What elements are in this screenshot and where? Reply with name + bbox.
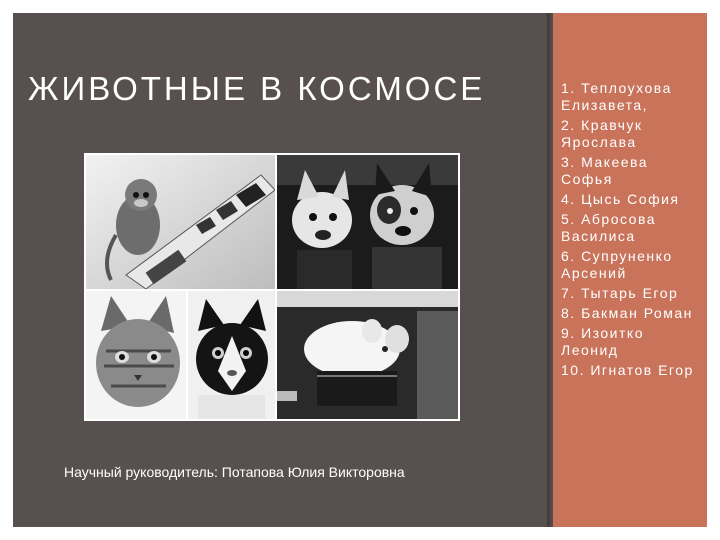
authors-list xyxy=(561,80,705,382)
monkey-with-rocket-photo xyxy=(86,155,275,289)
author-item: 3. Макеева Софья xyxy=(561,154,649,187)
author-item: 9. Изоитко Леонид xyxy=(561,325,644,358)
page-title: ЖИВОТНЫЕ В КОСМОСЕ xyxy=(28,70,486,107)
author-item: 4. Цысь София xyxy=(561,191,680,207)
author-item: 5. Абросова Василиса xyxy=(561,211,657,244)
space-dogs-photo xyxy=(277,155,458,289)
author-item: 1. Теплоухова Елизавета, xyxy=(561,80,672,113)
author-item: 6. Супруненко Арсений xyxy=(561,248,673,281)
black-white-cat-photo xyxy=(188,291,275,419)
photo-collage xyxy=(84,153,460,421)
supervisor-label: Научный руководитель: Потапова Юлия Викторовна xyxy=(64,464,405,480)
author-item: 10. Игнатов Егор xyxy=(561,362,694,378)
author-item: 8. Бакман Роман xyxy=(561,305,693,321)
tabby-cat-photo xyxy=(86,291,186,419)
author-item: 7. Тытарь Егор xyxy=(561,285,679,301)
white-rat-photo xyxy=(277,291,458,419)
author-item: 2. Кравчук Ярослава xyxy=(561,117,643,150)
